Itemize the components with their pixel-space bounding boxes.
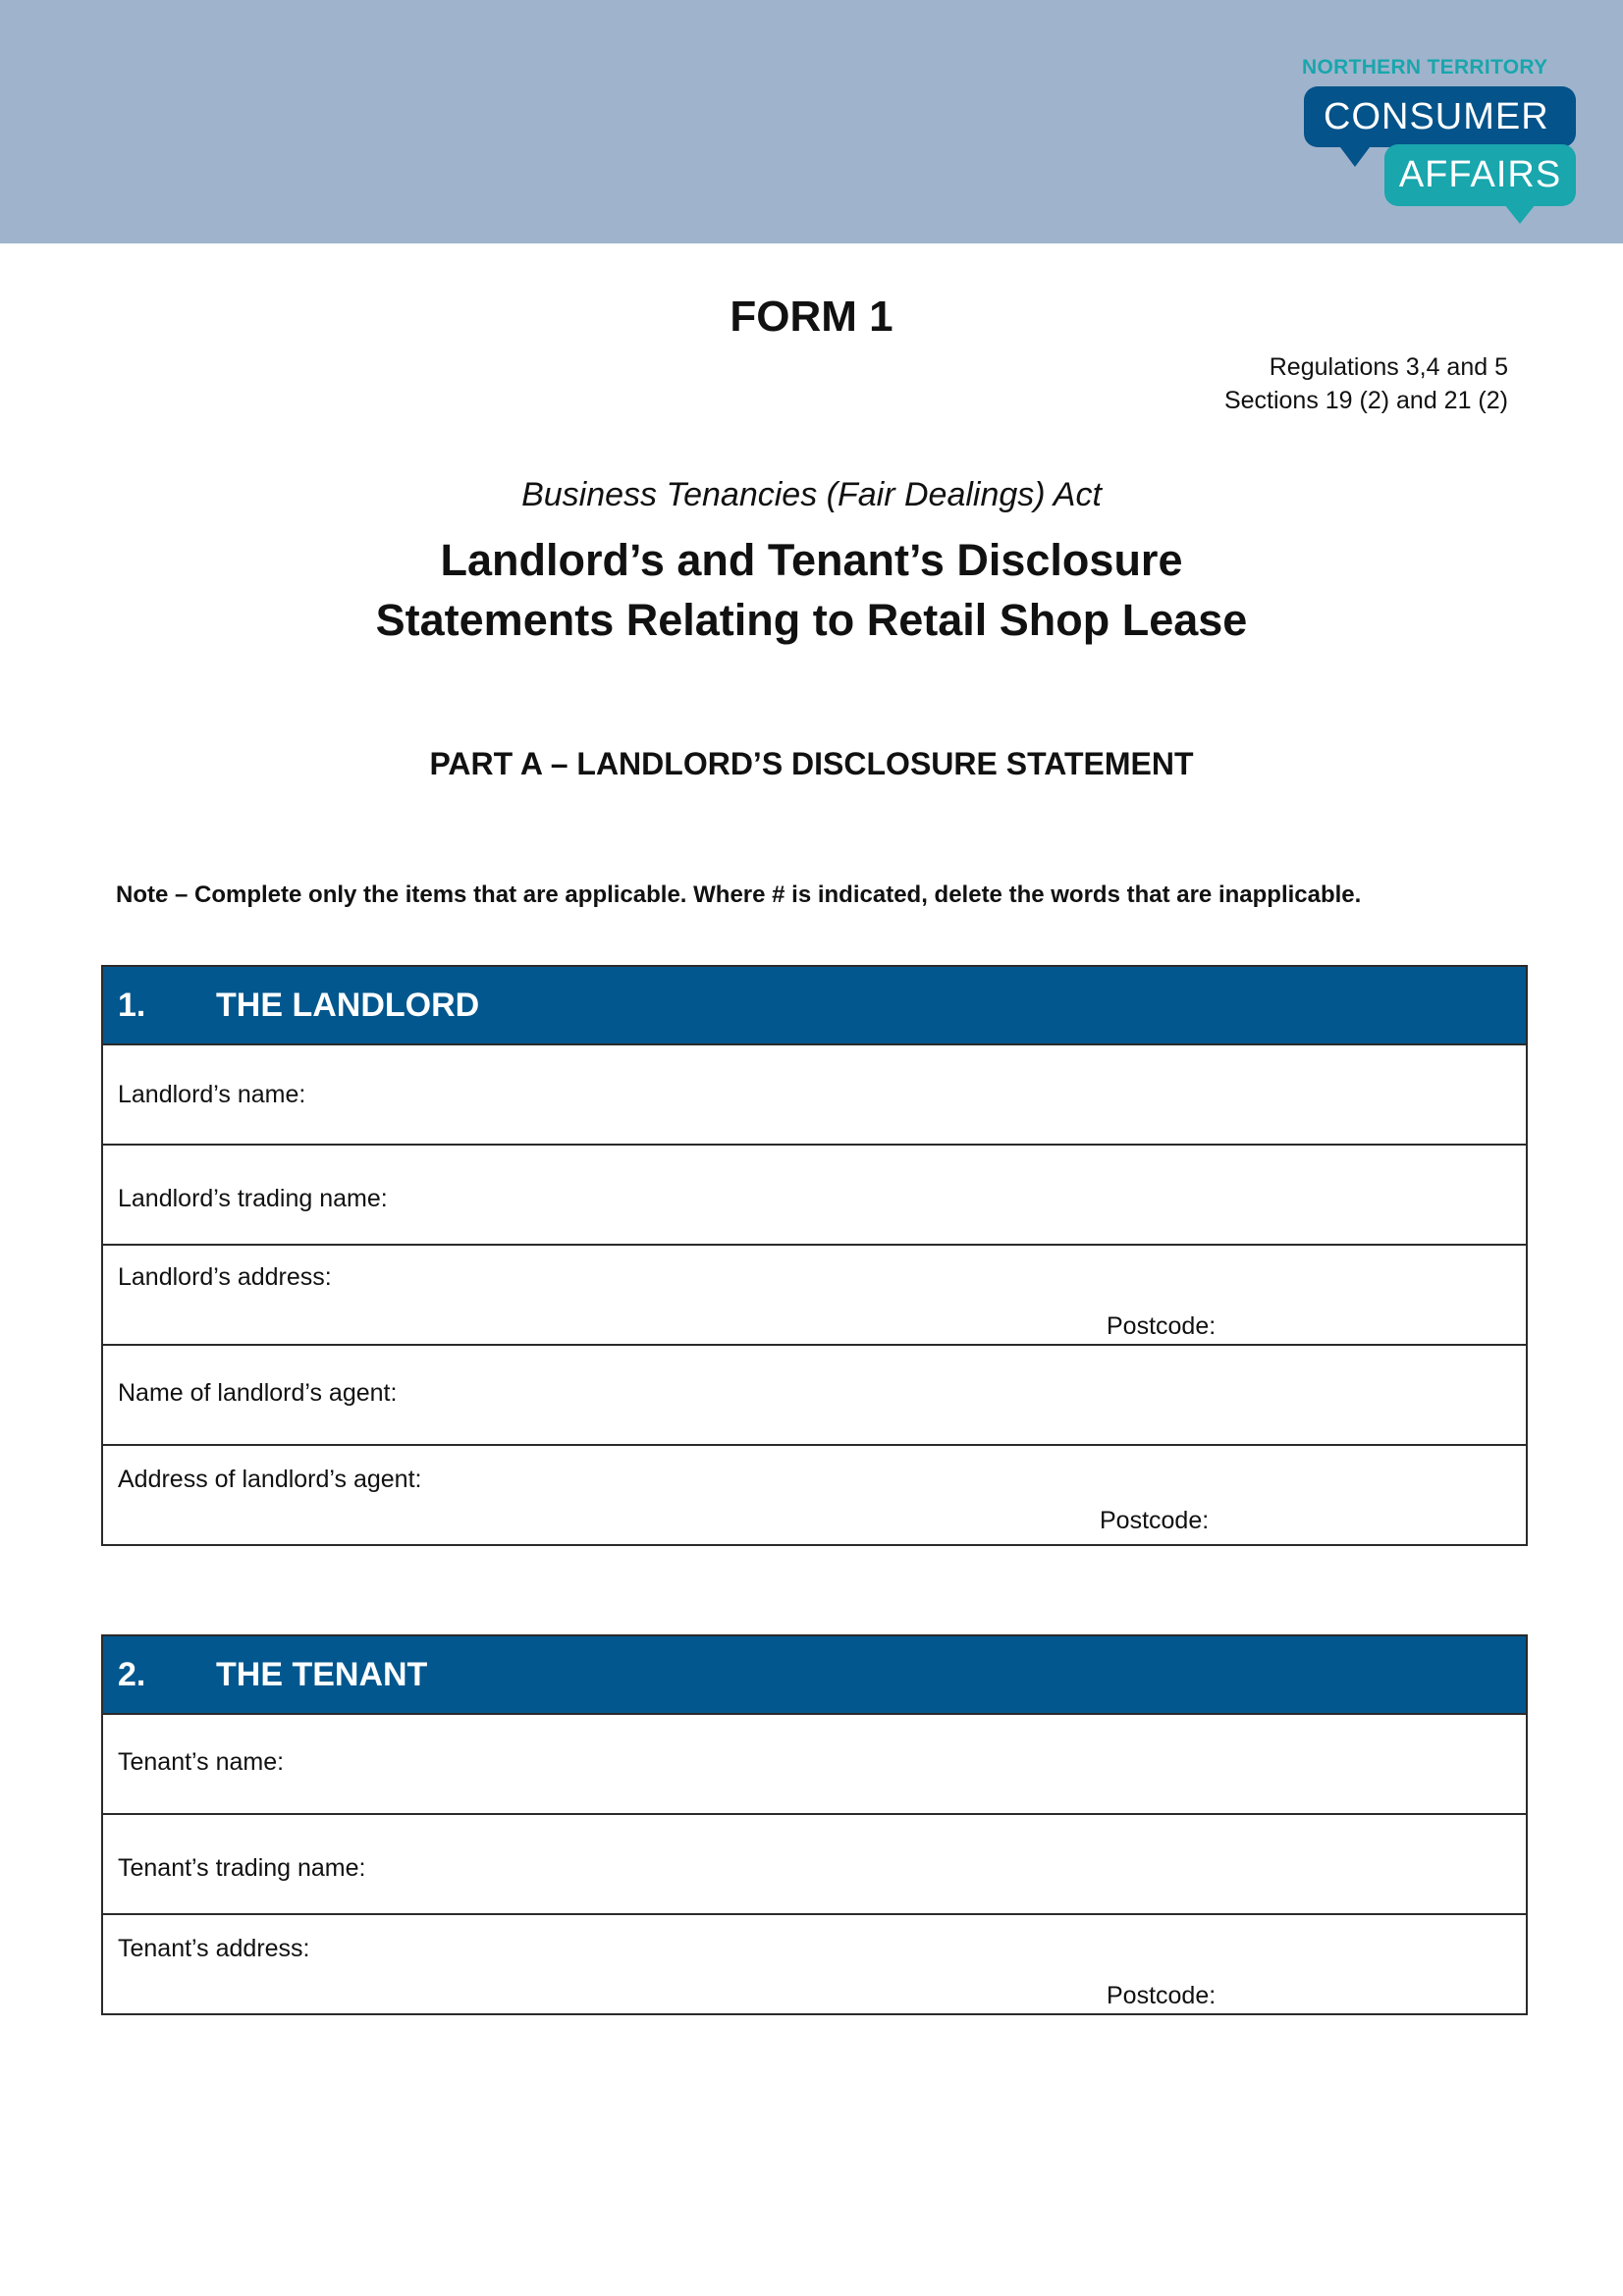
part-title: PART A – LANDLORD’S DISCLOSURE STATEMENT	[429, 746, 1194, 781]
logo-affairs-tail	[1504, 204, 1536, 224]
statement-title-line-1: Landlord’s and Tenant’s Disclosure	[440, 535, 1183, 585]
logo-affairs-bubble: AFFAIRS	[1384, 144, 1576, 206]
section-number: 1.	[118, 987, 146, 1024]
section-header	[103, 1636, 1526, 1713]
header-band	[0, 0, 1623, 243]
field-label: Landlord’s name:	[118, 1081, 306, 1108]
field-label: Tenant’s address:	[118, 1935, 310, 1962]
logo-territory-text: NORTHERN TERRITORY	[1302, 56, 1548, 79]
field-label: Tenant’s name:	[118, 1748, 285, 1776]
landlord-name-field[interactable]	[103, 1043, 1526, 1144]
section-title: THE TENANT	[216, 1656, 428, 1693]
section-number: 2.	[118, 1656, 146, 1693]
section-title: THE LANDLORD	[216, 987, 480, 1024]
section-header	[103, 967, 1526, 1043]
logo-consumer-tail	[1337, 143, 1373, 167]
act-name: Business Tenancies (Fair Dealings) Act	[521, 476, 1102, 513]
section-landlord	[101, 965, 1528, 1546]
postcode-label: Postcode:	[1107, 1312, 1217, 1340]
instruction-note: Note – Complete only the items that are applicable. Where # is indicated, delete the words that are inapplicable.	[116, 881, 1362, 908]
form-title: FORM 1	[730, 293, 893, 341]
field-label: Landlord’s trading name:	[118, 1185, 388, 1212]
statement-title	[0, 530, 1623, 650]
regulations-line: Regulations 3,4 and 5	[1269, 353, 1508, 381]
landlord-agent-address-field[interactable]	[103, 1444, 1526, 1544]
landlord-address-field[interactable]	[103, 1244, 1526, 1344]
tenant-trading-name-field[interactable]	[103, 1813, 1526, 1913]
landlord-agent-name-field[interactable]	[103, 1344, 1526, 1444]
statement-title-line-2: Statements Relating to Retail Shop Lease	[375, 595, 1248, 645]
postcode-label: Postcode:	[1107, 1982, 1217, 2009]
tenant-name-field[interactable]	[103, 1713, 1526, 1813]
field-label: Tenant’s trading name:	[118, 1854, 366, 1882]
field-label: Address of landlord’s agent:	[118, 1466, 422, 1493]
sections-line: Sections 19 (2) and 21 (2)	[1223, 387, 1508, 414]
regulations-reference	[1224, 350, 1508, 417]
logo-consumer-bubble: CONSUMER	[1304, 86, 1576, 147]
field-label: Landlord’s address:	[118, 1263, 332, 1291]
landlord-trading-name-field[interactable]	[103, 1144, 1526, 1244]
section-tenant	[101, 1634, 1528, 2015]
postcode-label: Postcode:	[1100, 1507, 1210, 1534]
consumer-affairs-logo	[1296, 51, 1591, 233]
field-label: Name of landlord’s agent:	[118, 1379, 398, 1407]
tenant-address-field[interactable]	[103, 1913, 1526, 2013]
